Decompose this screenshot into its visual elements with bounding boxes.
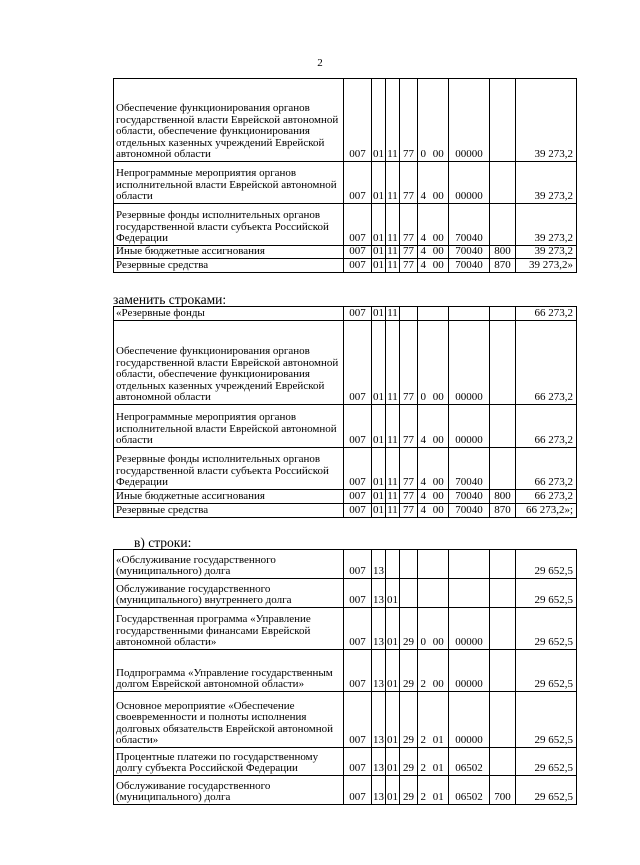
event-code xyxy=(429,579,449,608)
row-name: Резервные фонды исполнительных органов государственной власти субъекта Российской Федерации xyxy=(114,204,344,246)
event-code: 01 xyxy=(429,748,449,776)
table-row xyxy=(114,776,577,805)
row-name: Резервные средства xyxy=(114,504,344,518)
program-code: 77 xyxy=(400,204,418,246)
event-code: 00 xyxy=(429,448,449,490)
subsection-code: 11 xyxy=(386,79,400,162)
table-row xyxy=(114,448,577,490)
program-code xyxy=(400,307,418,321)
event-code: 00 xyxy=(429,79,449,162)
direction-code: 00000 xyxy=(449,321,490,405)
subprogram-code: 0 xyxy=(418,79,429,162)
subprogram-code: 2 xyxy=(418,692,429,748)
section-code: 01 xyxy=(372,162,386,204)
subprogram-code: 4 xyxy=(418,162,429,204)
table-row xyxy=(114,504,577,518)
expense-type-code xyxy=(490,692,516,748)
table-row xyxy=(114,748,577,776)
subprogram-code xyxy=(418,579,429,608)
program-code xyxy=(400,579,418,608)
amount: 29 652,5 xyxy=(516,748,577,776)
section-code: 13 xyxy=(372,776,386,805)
event-code: 00 xyxy=(429,246,449,259)
ved-code: 007 xyxy=(344,692,372,748)
row-name: Процентные платежи по государственному долгу субъекта Российской Федерации xyxy=(114,748,344,776)
table-row xyxy=(114,162,577,204)
direction-code: 70040 xyxy=(449,448,490,490)
row-name: Обслуживание государственного (муниципального) внутреннего долга xyxy=(114,579,344,608)
table-row xyxy=(114,307,577,321)
section-code: 13 xyxy=(372,608,386,650)
subsection-code: 11 xyxy=(386,448,400,490)
ved-code: 007 xyxy=(344,307,372,321)
direction-code: 00000 xyxy=(449,79,490,162)
table-row xyxy=(114,692,577,748)
ved-code: 007 xyxy=(344,650,372,692)
expense-type-code: 870 xyxy=(490,504,516,518)
ved-code: 007 xyxy=(344,162,372,204)
expense-type-code: 700 xyxy=(490,776,516,805)
subsection-code: 11 xyxy=(387,307,398,320)
program-code: 77 xyxy=(400,162,418,204)
section-code: 13 xyxy=(372,692,386,748)
program-code: 77 xyxy=(400,405,418,448)
section-code: 13 xyxy=(372,748,386,776)
ved-code: 007 xyxy=(344,246,372,259)
table-row xyxy=(114,79,577,162)
ved-code: 007 xyxy=(344,504,372,518)
expense-type-code xyxy=(490,307,516,321)
ved-code: 007 xyxy=(344,79,372,162)
subsection-code: 01 xyxy=(386,608,400,650)
amount: 29 652,5 xyxy=(516,776,577,805)
ved-code: 007 xyxy=(344,490,372,504)
event-code: 01 xyxy=(429,776,449,805)
direction-code: 06502 xyxy=(449,748,490,776)
amount: 29 652,5 xyxy=(516,579,577,608)
ved-code: 007 xyxy=(344,321,372,405)
program-code: 29 xyxy=(400,776,418,805)
section-code: 01 xyxy=(372,79,386,162)
expense-type-code xyxy=(490,405,516,448)
amount: 66 273,2 xyxy=(516,448,577,490)
direction-code xyxy=(449,579,490,608)
ved-code: 007 xyxy=(344,550,372,579)
event-code: 00 xyxy=(429,504,449,518)
section-code: 01 xyxy=(373,259,384,272)
expense-type-code xyxy=(490,321,516,405)
row-name: Резервные фонды исполнительных органов государственной власти субъекта Российской Федерации xyxy=(114,448,344,490)
direction-code xyxy=(449,307,490,321)
ved-code: 007 xyxy=(344,579,372,608)
event-code: 01 xyxy=(429,692,449,748)
subprogram-code: 4 xyxy=(418,405,429,448)
expense-type-code xyxy=(490,448,516,490)
direction-code: 06502 xyxy=(449,776,490,805)
amount: 66 273,2 xyxy=(516,405,577,448)
amount: 39 273,2» xyxy=(516,259,577,273)
expense-type-code xyxy=(490,748,516,776)
amount: 29 652,5 xyxy=(516,608,577,650)
amount: 29 652,5 xyxy=(516,650,577,692)
direction-code: 00000 xyxy=(449,162,490,204)
subsection-code: 11 xyxy=(386,321,400,405)
row-name: Резервные средства xyxy=(114,259,344,273)
section-code: 13 xyxy=(372,550,386,579)
event-code: 00 xyxy=(429,490,449,504)
amount: 39 273,2 xyxy=(516,79,577,162)
program-code: 77 xyxy=(400,490,418,504)
program-code: 29 xyxy=(400,608,418,650)
row-name: Иные бюджетные ассигнования xyxy=(114,246,344,259)
event-code: 00 xyxy=(429,321,449,405)
event-code: 00 xyxy=(429,162,449,204)
amount: 39 273,2 xyxy=(516,204,577,246)
row-name: Обслуживание государственного (муниципального) долга xyxy=(114,776,344,805)
subsection-code: 11 xyxy=(387,259,398,272)
row-name: Непрограммные мероприятия органов исполнительной власти Еврейской автономной области xyxy=(114,405,344,448)
event-code: 00 xyxy=(429,405,449,448)
expense-type-code: 870 xyxy=(490,259,516,273)
section-code: 01 xyxy=(373,504,384,517)
direction-code: 70040 xyxy=(449,490,490,504)
row-name: «Резервные фонды xyxy=(114,307,344,321)
ved-code: 007 xyxy=(344,448,372,490)
amount: 66 273,2 xyxy=(516,321,577,405)
subprogram-code: 2 xyxy=(418,748,429,776)
program-code: 77 xyxy=(400,79,418,162)
subsection-code xyxy=(386,550,400,579)
expense-type-code: 800 xyxy=(490,246,516,259)
row-name: Иные бюджетные ассигнования xyxy=(114,490,344,504)
subsection-code: 01 xyxy=(386,776,400,805)
amount: 66 273,2 xyxy=(516,307,577,321)
ved-code: 007 xyxy=(344,776,372,805)
event-code: 00 xyxy=(429,259,449,273)
event-code xyxy=(429,307,449,321)
expense-type-code xyxy=(490,608,516,650)
subprogram-code: 4 xyxy=(418,246,429,259)
direction-code: 70040 xyxy=(449,204,490,246)
table-row xyxy=(114,204,577,246)
event-code: 00 xyxy=(429,650,449,692)
ved-code: 007 xyxy=(344,259,372,273)
subprogram-code: 2 xyxy=(418,650,429,692)
subsection-code: 01 xyxy=(386,748,400,776)
ved-code: 007 xyxy=(344,608,372,650)
expense-type-code xyxy=(490,162,516,204)
subprogram-code xyxy=(418,307,429,321)
row-name: «Обслуживание государственного (муниципального) долга xyxy=(114,550,344,579)
expense-type-code: 800 xyxy=(490,490,516,504)
row-name: Государственная программа «Управление государственными финансами Еврейской автономной области» xyxy=(114,608,344,650)
subsection-code: 11 xyxy=(387,245,398,258)
direction-code: 00000 xyxy=(449,405,490,448)
expense-type-code xyxy=(490,204,516,246)
direction-code: 70040 xyxy=(449,259,490,273)
table-row xyxy=(114,608,577,650)
event-code: 00 xyxy=(429,608,449,650)
subprogram-code: 4 xyxy=(418,448,429,490)
section-code: 13 xyxy=(372,650,386,692)
event-code xyxy=(429,550,449,579)
budget-table-replacement xyxy=(113,306,577,518)
table-row xyxy=(114,650,577,692)
subprogram-code: 4 xyxy=(418,259,429,273)
program-code: 77 xyxy=(400,246,418,259)
subsection-code: 01 xyxy=(386,650,400,692)
subprogram-code: 4 xyxy=(418,490,429,504)
section-heading-replace: заменить строками: xyxy=(113,292,227,307)
section-code: 01 xyxy=(373,307,384,320)
subsection-code: 11 xyxy=(386,405,400,448)
subprogram-code: 4 xyxy=(418,504,429,518)
table-row xyxy=(114,490,577,504)
subsection-code: 01 xyxy=(386,692,400,748)
subsection-code: 11 xyxy=(387,490,398,503)
expense-type-code xyxy=(490,579,516,608)
table-row xyxy=(114,579,577,608)
section-code: 13 xyxy=(372,579,386,608)
direction-code: 00000 xyxy=(449,692,490,748)
subsection-code: 11 xyxy=(386,162,400,204)
ved-code: 007 xyxy=(344,204,372,246)
section-code: 01 xyxy=(372,448,386,490)
amount: 66 273,2 xyxy=(516,490,577,504)
subprogram-code: 4 xyxy=(418,204,429,246)
program-code: 29 xyxy=(400,748,418,776)
budget-table-service-debt xyxy=(113,549,577,805)
amount: 39 273,2 xyxy=(516,162,577,204)
expense-type-code xyxy=(490,650,516,692)
page-number: 2 xyxy=(317,57,323,69)
ved-code: 007 xyxy=(344,748,372,776)
ved-code: 007 xyxy=(344,405,372,448)
row-name: Основное мероприятие «Обеспечение своевременности и полноты исполнения долговых обязательств Еврейской автономной области» xyxy=(114,692,344,748)
direction-code: 00000 xyxy=(449,608,490,650)
subsection-code: 11 xyxy=(387,504,398,517)
table-row xyxy=(114,405,577,448)
expense-type-code xyxy=(490,79,516,162)
event-code: 00 xyxy=(429,204,449,246)
section-code: 01 xyxy=(373,245,384,258)
row-name: Непрограммные мероприятия органов исполнительной власти Еврейской автономной области xyxy=(114,162,344,204)
section-heading-lines-v: в) строки: xyxy=(134,535,192,550)
table-row xyxy=(114,246,577,259)
row-name: Обеспечение функционирования органов государственной власти Еврейской автономной области, обеспечение функционирования отдельных казенных учреждений Еврейской автономной области xyxy=(114,321,344,405)
direction-code: 70040 xyxy=(449,504,490,518)
table-row xyxy=(114,321,577,405)
row-name: Подпрограмма «Управление государственным долгом Еврейской автономной области» xyxy=(114,650,344,692)
subprogram-code: 0 xyxy=(418,321,429,405)
expense-type-code xyxy=(490,550,516,579)
direction-code xyxy=(449,550,490,579)
program-code: 29 xyxy=(400,650,418,692)
program-code xyxy=(400,550,418,579)
amount: 29 652,5 xyxy=(516,550,577,579)
direction-code: 00000 xyxy=(449,650,490,692)
program-code: 29 xyxy=(400,692,418,748)
row-name: Обеспечение функционирования органов государственной власти Еврейской автономной области, обеспечение функционирования отдельных казенных учреждений Еврейской автономной области xyxy=(114,79,344,162)
table-row xyxy=(114,259,577,273)
section-code: 01 xyxy=(372,321,386,405)
program-code: 77 xyxy=(400,321,418,405)
amount: 39 273,2 xyxy=(516,246,577,259)
budget-table-original xyxy=(113,78,577,273)
section-code: 01 xyxy=(373,490,384,503)
section-code: 01 xyxy=(372,405,386,448)
amount: 29 652,5 xyxy=(516,692,577,748)
program-code: 77 xyxy=(400,448,418,490)
program-code: 77 xyxy=(400,504,418,518)
amount: 66 273,2»; xyxy=(516,504,577,518)
section-code: 01 xyxy=(372,204,386,246)
program-code: 77 xyxy=(400,259,418,273)
subsection-code: 01 xyxy=(386,579,400,608)
subprogram-code xyxy=(418,550,429,579)
subprogram-code: 2 xyxy=(418,776,429,805)
table-row xyxy=(114,550,577,579)
subsection-code: 11 xyxy=(386,204,400,246)
subprogram-code: 0 xyxy=(418,608,429,650)
direction-code: 70040 xyxy=(449,246,490,259)
